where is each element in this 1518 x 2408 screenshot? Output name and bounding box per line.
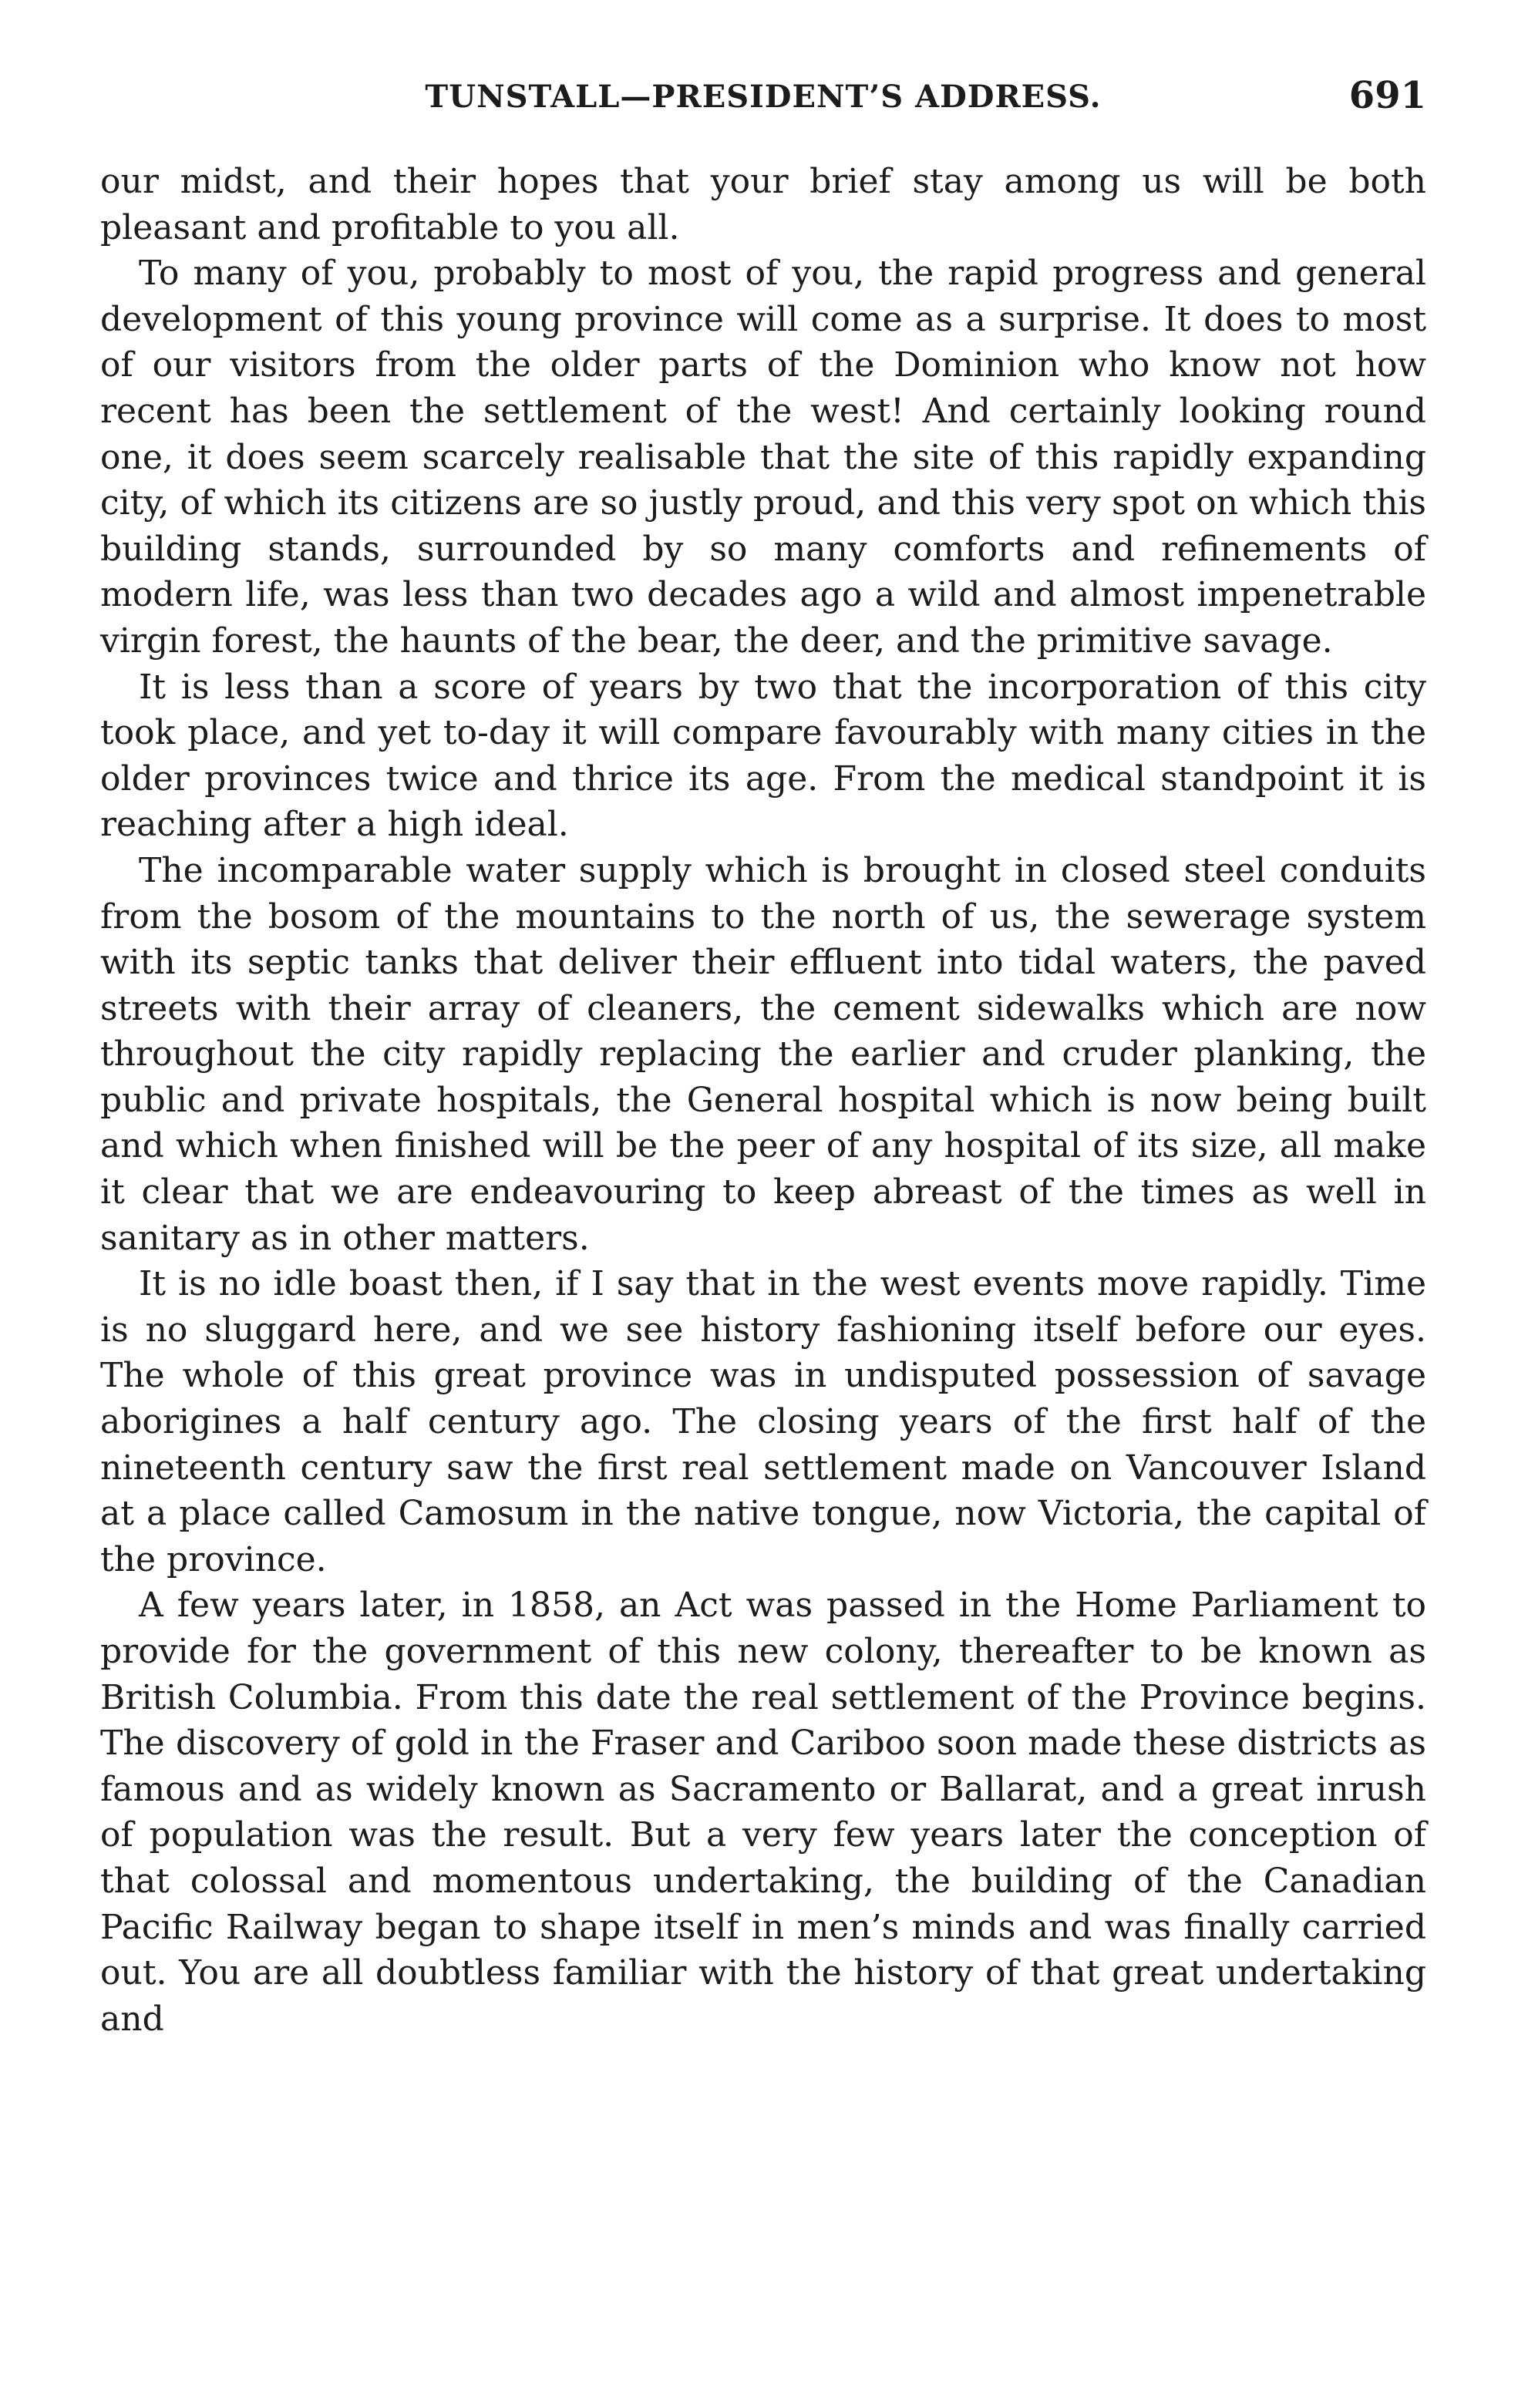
- paragraph-continued: our midst, and their hopes that your brief stay among us will be both pleasant and profitable to you all.: [100, 162, 1426, 247]
- paragraph-rapid-progress: To many of you, probably to most of you, the rapid progress and general development of this young province will come as a surprise. It does to most of our visitors from the older parts of the Dominion who know not how recent has been the settlement of the west! And certainly looking round one, it does seem scarcely realisable that the site of this rapidly expanding city, of which its citizens are so justly proud, and this very spot on which this building stands, surrounded by so many comforts and refinements of modern life, was less than two decades ago a wild and almost impenetrable virgin forest, the haunts of the bear, the deer, and the primitive savage.: [100, 254, 1426, 661]
- book-page: [100, 74, 1426, 2379]
- body-text: [100, 159, 1426, 2042]
- paragraph-incorporation: It is less than a score of years by two that the incorporation of this city took place, and yet to-day it will compare favourably with many cities in the older provinces twice and thrice its age. From the medical standpoint it is reaching after a high ideal.: [100, 667, 1426, 845]
- page-number: 691: [1348, 74, 1426, 117]
- running-header: [100, 74, 1426, 137]
- paragraph-sanitary-works: The incomparable water supply which is brought in closed steel conduits from the bosom of the mountains to the north of us, the sewerage system with its septic tanks that deliver their effluent into tidal waters, the paved streets with their array of cleaners, the cement sidewalks which are now throughout the city rapidly replacing the earlier and cruder planking, the public and private hospitals, the General hospital which is now being built and which when finished will be the peer of any hospital of its size, all make it clear that we are endeavouring to keep abreast of the times as well in sanitary as in other matters.: [100, 850, 1426, 1258]
- paragraph-colony: A few years later, in 1858, an Act was passed in the Home Parliament to provide for the government of this new colony, thereafter to be known as British Columbia. From this date the real settlement of the Province begins. The discovery of gold in the Fraser and Cariboo soon made these districts as famous and as widely known as Sacramento or Ballarat, and a great inrush of population was the result. But a very few years later the conception of that colossal and momentous undertaking, the building of the Canadian Pacific Railway began to shape itself in men’s minds and was finally carried out. You are all doubtless familiar with the history of that great undertaking and: [100, 1586, 1426, 2039]
- running-title: TUNSTALL—PRESIDENT’S ADDRESS.: [425, 79, 1102, 115]
- paragraph-history: It is no idle boast then, if I say that in the west events move rapidly. Time is no sluggard here, and we see history fashioning itself before our eyes. The whole of this great province was in undisputed possession of savage aborigines a half century ago. The closing years of the first half of the nineteenth century saw the first real settlement made on Vancouver Island at a place called Camosum in the native tongue, now Victoria, the capital of the province.: [100, 1264, 1426, 1579]
